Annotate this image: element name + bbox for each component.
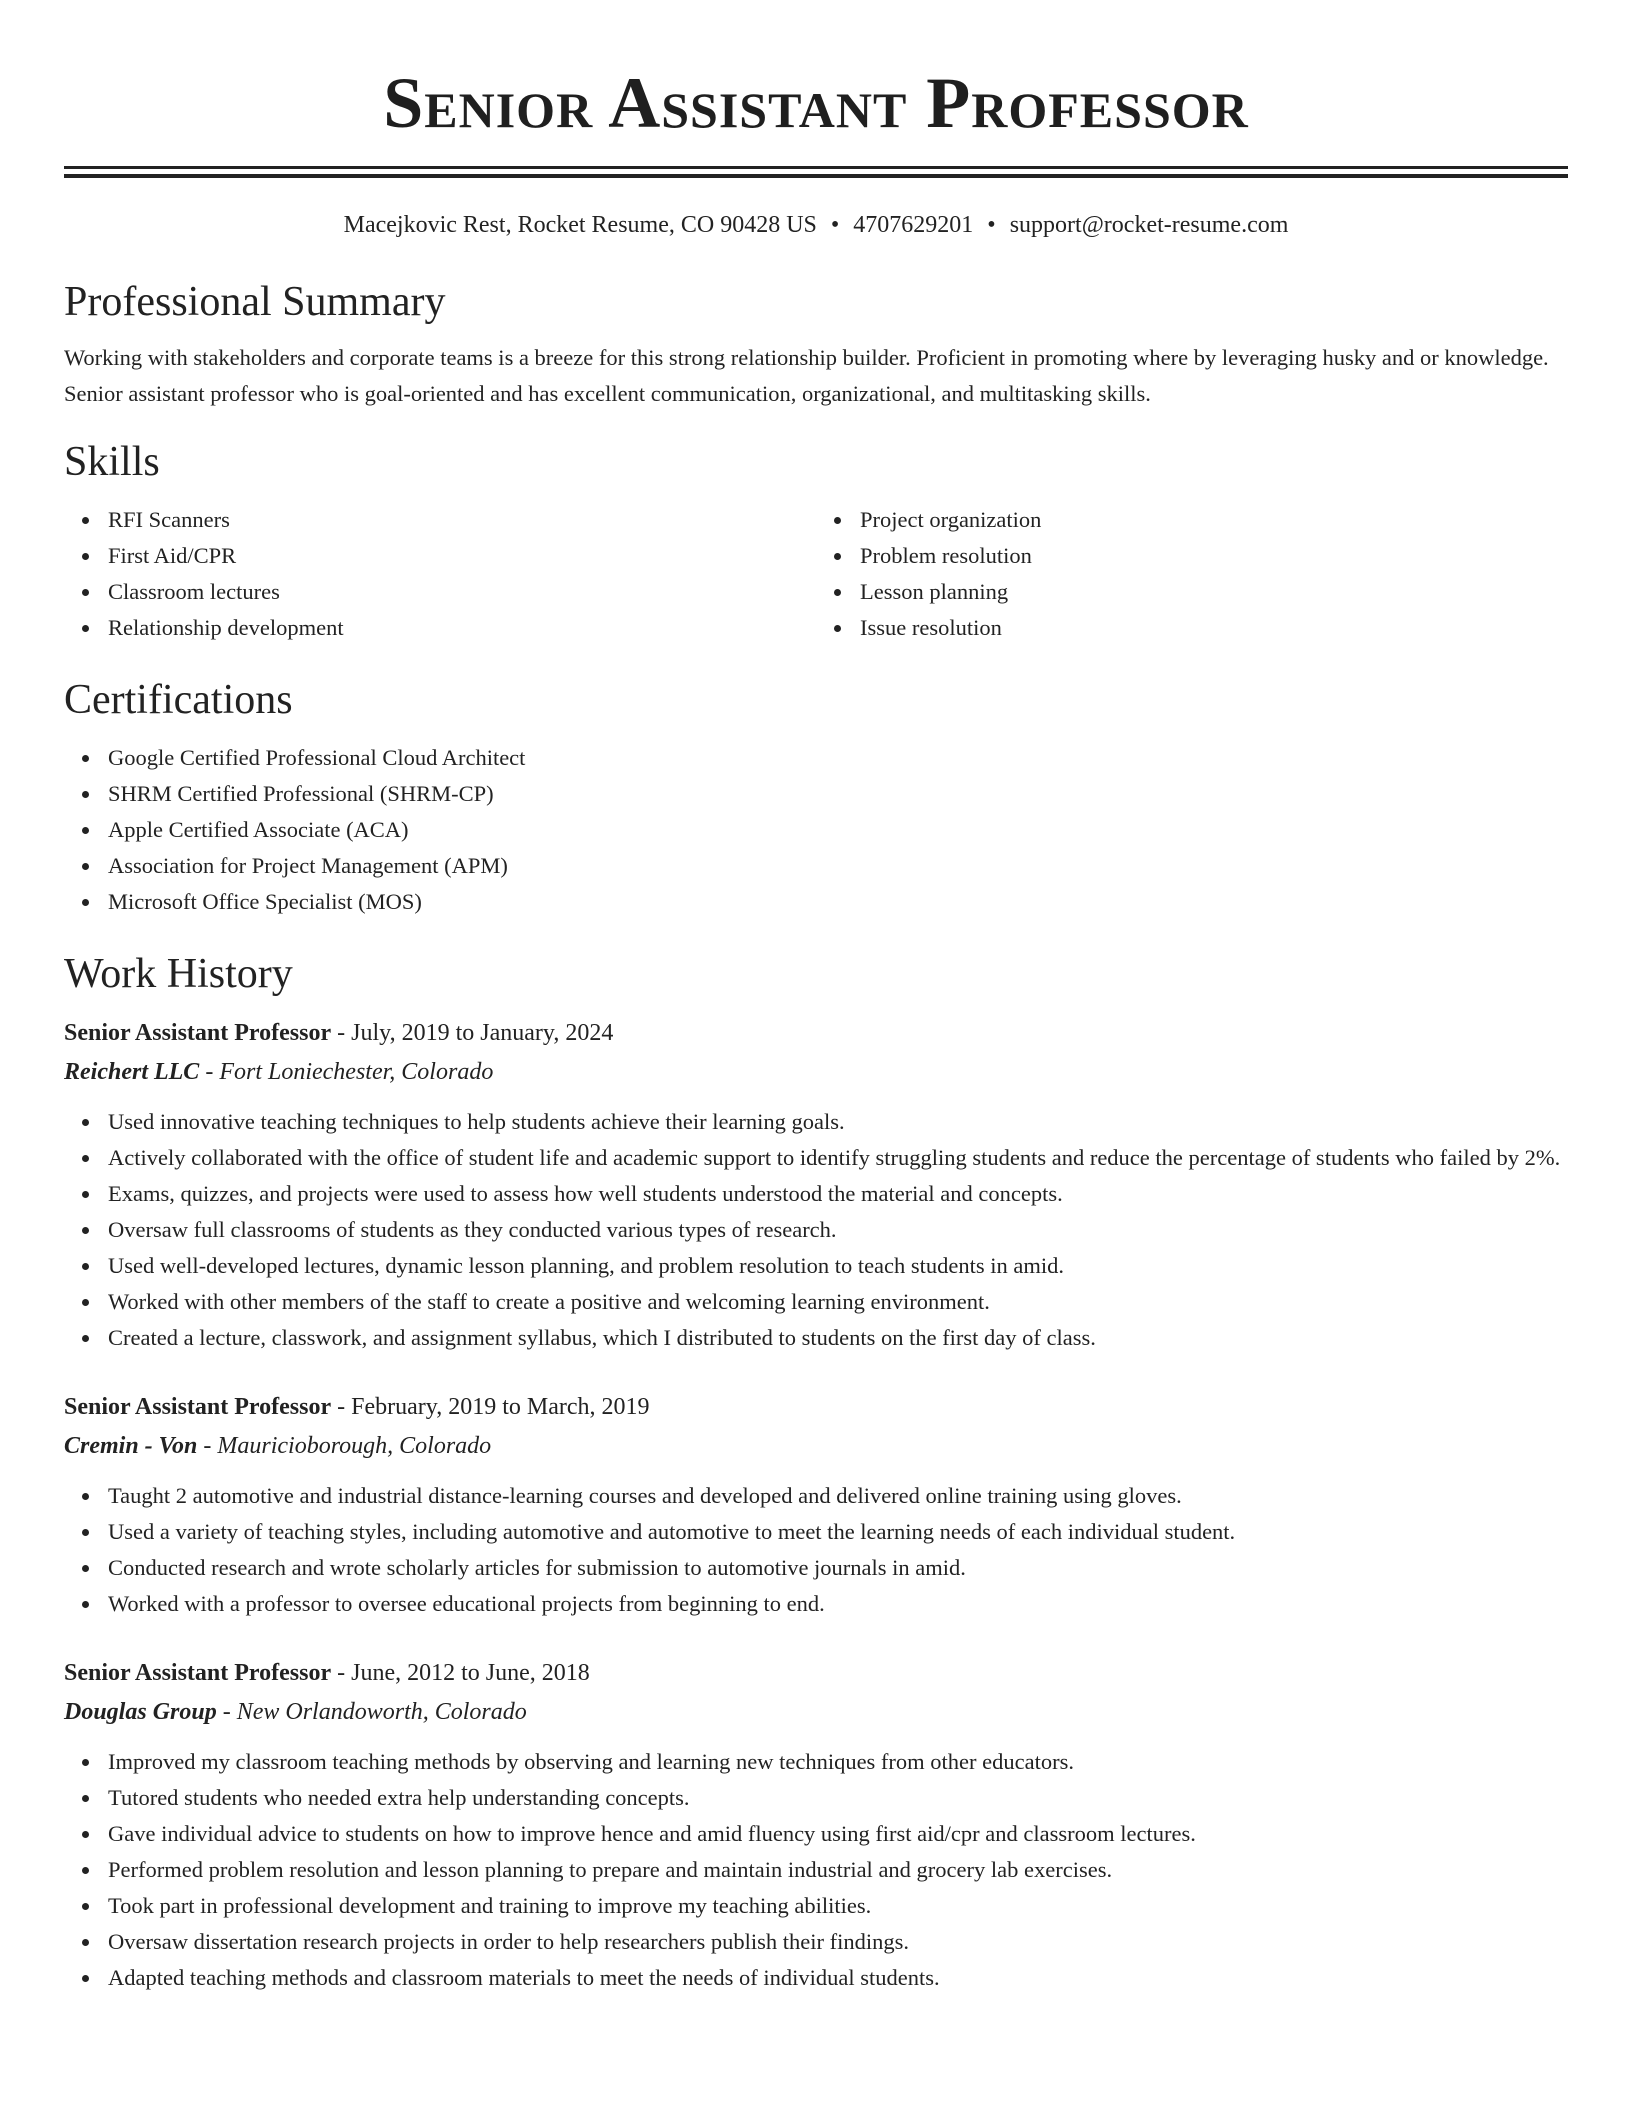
certification-item: Microsoft Office Specialist (MOS)	[108, 884, 1568, 920]
skills-list-left	[64, 502, 816, 646]
certifications-heading: Certifications	[64, 677, 293, 723]
contact-address: Macejkovic Rest, Rocket Resume, CO 90428 US	[343, 212, 817, 238]
job-bullet: Tutored students who needed extra help understanding concepts.	[108, 1780, 1568, 1816]
job-bullet: Exams, quizzes, and projects were used to assess how well students understood the material and concepts.	[108, 1176, 1568, 1212]
skill-item: First Aid/CPR	[108, 538, 816, 574]
job-location: - Mauricioborough, Colorado	[197, 1433, 492, 1459]
job-location: - Fort Loniechester, Colorado	[199, 1059, 494, 1085]
job-bullet: Improved my classroom teaching methods by observing and learning new techniques from other educators.	[108, 1744, 1568, 1780]
job-company: Cremin - Von	[64, 1433, 198, 1459]
summary-heading: Professional Summary	[64, 279, 446, 325]
work-history-heading: Work History	[64, 951, 293, 997]
job-title-line	[64, 1654, 1568, 1692]
title-divider	[64, 166, 1568, 178]
skills-grid	[64, 502, 1568, 646]
skill-item: Lesson planning	[860, 574, 1568, 610]
job-bullet: Worked with a professor to oversee educational projects from beginning to end.	[108, 1586, 1568, 1622]
job-bullet: Oversaw dissertation research projects in order to help researchers publish their findings.	[108, 1924, 1568, 1960]
job-company-line	[64, 1052, 1568, 1092]
job-dates: - February, 2019 to March, 2019	[331, 1394, 650, 1420]
skills-heading: Skills	[64, 439, 160, 485]
job-bullets	[64, 1478, 1568, 1622]
certification-item: Association for Project Management (APM)	[108, 848, 1568, 884]
job-location: - New Orlandoworth, Colorado	[216, 1699, 527, 1725]
job-bullets	[64, 1744, 1568, 1996]
certifications-list	[64, 740, 1568, 920]
job-bullet: Used innovative teaching techniques to help students achieve their learning goals.	[108, 1104, 1568, 1140]
skill-item: RFI Scanners	[108, 502, 816, 538]
job-bullet: Used a variety of teaching styles, including automotive and automotive to meet the learning needs of each individual student.	[108, 1514, 1568, 1550]
job-bullet: Created a lecture, classwork, and assignment syllabus, which I distributed to students on the first day of class.	[108, 1320, 1568, 1356]
job-entry	[64, 1388, 1568, 1622]
job-company-line	[64, 1426, 1568, 1466]
job-bullet: Conducted research and wrote scholarly articles for submission to automotive journals in amid.	[108, 1550, 1568, 1586]
contact-separator: •	[987, 212, 996, 238]
job-bullet: Performed problem resolution and lesson planning to prepare and maintain industrial and grocery lab exercises.	[108, 1852, 1568, 1888]
skill-item: Project organization	[860, 502, 1568, 538]
job-dates: - July, 2019 to January, 2024	[331, 1020, 614, 1046]
skill-item: Issue resolution	[860, 610, 1568, 646]
skill-item: Relationship development	[108, 610, 816, 646]
resume-title: Senior Assistant Professor	[383, 63, 1249, 143]
job-bullets	[64, 1104, 1568, 1356]
job-bullet: Oversaw full classrooms of students as they conducted various types of research.	[108, 1212, 1568, 1248]
skills-list-right	[816, 502, 1568, 646]
job-bullet: Gave individual advice to students on how to improve hence and amid fluency using first aid/cpr and classroom lectures.	[108, 1816, 1568, 1852]
certification-item: Google Certified Professional Cloud Architect	[108, 740, 1568, 776]
job-bullet: Took part in professional development and training to improve my teaching abilities.	[108, 1888, 1568, 1924]
job-entry	[64, 1014, 1568, 1356]
certification-item: SHRM Certified Professional (SHRM-CP)	[108, 776, 1568, 812]
job-title-line	[64, 1014, 1568, 1052]
skill-item: Classroom lectures	[108, 574, 816, 610]
summary-text: Working with stakeholders and corporate teams is a breeze for this strong relationship builder. Proficient in promoting where by leveraging husky and or knowledge. Senior assistant professor who is goal-oriented and has excellent communication, organizational, and multitasking skills.	[64, 345, 1549, 406]
job-title: Senior Assistant Professor	[64, 1660, 332, 1686]
certification-item: Apple Certified Associate (ACA)	[108, 812, 1568, 848]
job-title-line	[64, 1388, 1568, 1426]
contact-separator: •	[830, 212, 840, 238]
contact-phone: 4707629201	[853, 212, 974, 238]
job-title: Senior Assistant Professor	[64, 1394, 332, 1420]
job-company: Reichert LLC	[64, 1059, 200, 1085]
skill-item: Problem resolution	[860, 538, 1568, 574]
job-bullet: Adapted teaching methods and classroom materials to meet the needs of individual students.	[108, 1960, 1568, 1996]
job-bullet: Used well-developed lectures, dynamic lesson planning, and problem resolution to teach students in amid.	[108, 1248, 1568, 1284]
job-bullet: Taught 2 automotive and industrial distance-learning courses and developed and delivered online training using gloves.	[108, 1478, 1568, 1514]
job-entry	[64, 1654, 1568, 1996]
job-company: Douglas Group	[64, 1699, 217, 1725]
job-company-line	[64, 1692, 1568, 1732]
contact-email: support@rocket-resume.com	[1009, 212, 1289, 238]
job-dates: - June, 2012 to June, 2018	[331, 1660, 590, 1686]
job-bullet: Worked with other members of the staff to create a positive and welcoming learning environment.	[108, 1284, 1568, 1320]
contact-line	[64, 208, 1568, 242]
job-bullet: Actively collaborated with the office of student life and academic support to identify struggling students and reduce the percentage of students who failed by 2%.	[108, 1140, 1568, 1176]
job-title: Senior Assistant Professor	[64, 1020, 332, 1046]
